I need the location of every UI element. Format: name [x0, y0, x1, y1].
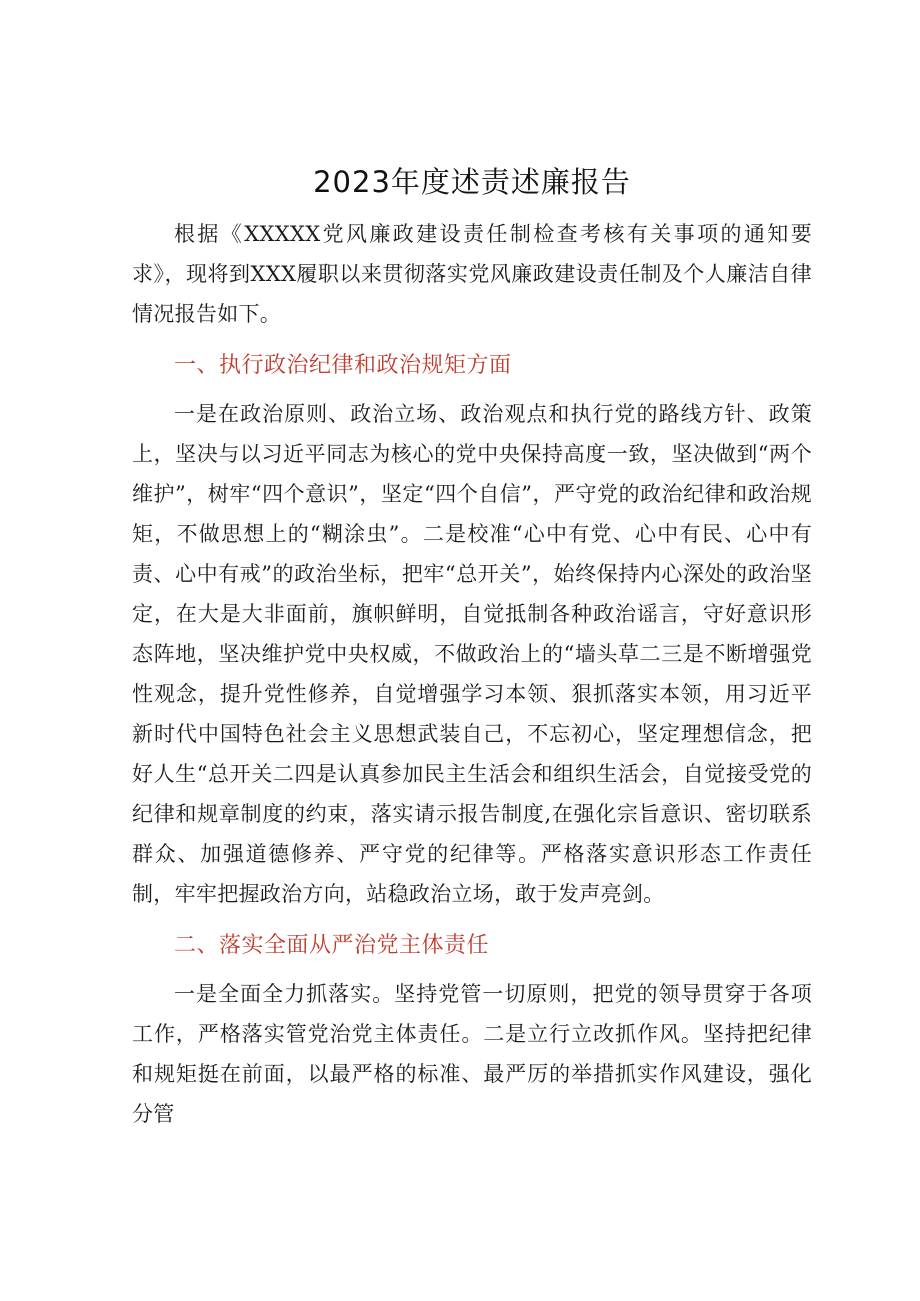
document-content	[132, 160, 812, 1134]
intro-paragraph: 根据《XXXXX党风廉政建设责任制检查考核有关事项的通知要求》，现将到XXX履职以来贯彻落实党风廉政建设责任制及个人廉洁自律情况报告如下。	[132, 222, 812, 326]
section-heading-party-responsibility: 二、落实全面从严治党主体责任	[174, 933, 490, 958]
section-body-party-responsibility: 一是全面全力抓落实。坚持党管一切原则，把党的领导贯穿于各项工作，严格落实管党治党主体责任。二是立行立改抓作风。坚持把纪律和规矩挺在前面，以最严格的标准、最严厉的举措抓实作风建设，强化分管	[132, 982, 812, 1126]
section-heading-political-discipline: 一、执行政治纪律和政治规矩方面	[174, 353, 512, 378]
section-body-political-discipline: 一是在政治原则、政治立场、政治观点和执行党的路线方针、政策上，坚决与以习近平同志为核心的党中央保持高度一致，坚决做到“两个维护”，树牢“四个意识”，坚定“四个自信”，严守党的政治纪律和政治规矩，不做思想上的“糊涂虫”。二是校准“心中有党、心中有民、心中有责、心中有戒”的政治坐标，把牢“总开关”，始终保持内心深处的政治坚定，在大是大非面前，旗帜鲜明，自觉抵制各种政治谣言，守好意识形态阵地，坚决维护党中央权威，不做政治上的“墙头草二三是不断增强党性观念，提升党性修养，自觉增强学习本领、狠抓落实本领，用习近平新时代中国特色社会主义思想武装自己，不忘初心，坚定理想信念，把好人生“总开关二四是认真参加民主生活会和组织生活会，自觉接受党的纪律和规章制度的约束，落实请示报告制度,在强化宗旨意识、密切联系群众、加强道德修养、严守党的纪律等。严格落实意识形态工作责任制，牢牢把握政治方向，站稳政治立场，敢于发声亮剑。	[132, 402, 812, 906]
document-title: 2023年度述责述廉报告	[313, 165, 631, 199]
